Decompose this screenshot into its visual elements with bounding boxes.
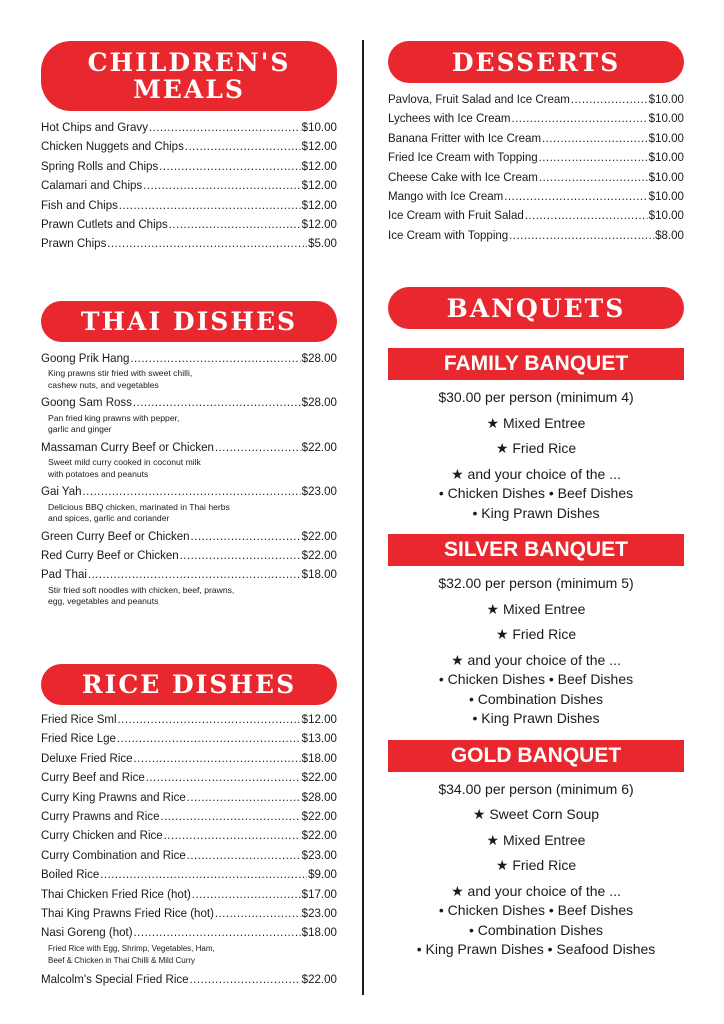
banquet-line: • King Prawn Dishes xyxy=(472,504,600,521)
column-divider xyxy=(362,40,364,995)
desserts-list xyxy=(388,90,684,245)
menu-item: Red Curry Beef or Chicken ..... $22.00 xyxy=(41,546,337,565)
desserts-section xyxy=(388,41,684,245)
menu-item: Curry Combination and Rice ..... $23.00 xyxy=(41,846,337,865)
menu-item: Goong Sam Ross ..... $28.00 xyxy=(41,393,337,412)
menu-item-description: Stir fried soft noodles with chicken, beef, prawns, egg, vegetables and peanuts xyxy=(48,584,235,607)
menu-item: Fish and Chips ..... $12.00 xyxy=(41,196,337,215)
menu-item: Curry Chicken and Rice ..... $22.00 xyxy=(41,826,337,845)
menu-item: Calamari and Chips ..... $12.00 xyxy=(41,176,337,195)
rice-dishes-title: RICE DISHES xyxy=(81,670,297,699)
menu-item: Banana Fritter with Ice Cream ..... $10.00 xyxy=(388,129,684,148)
banquet-line: ★ and your choice of the ... xyxy=(451,651,621,668)
menu-item: Curry King Prawns and Rice ..... $28.00 xyxy=(41,788,337,807)
banquet-line: ★ and your choice of the ... xyxy=(451,882,621,899)
menu-item-description: Fried Rice with Egg, Shrimp, Vegetables, Ham, Beef & Chicken in Thai Chilli & Mild Curry xyxy=(48,943,215,966)
menu-item: Green Curry Beef or Chicken ..... $22.00 xyxy=(41,527,337,546)
thai-dishes-title: THAI DISHES xyxy=(80,307,298,336)
childrens-meals-header xyxy=(41,41,337,111)
childrens-meals-title-line2: MEALS xyxy=(133,75,245,104)
menu-item: Malcolm's Special Fried Rice ..... $22.00 xyxy=(41,970,337,989)
menu-item: Fried Rice Lge ..... $13.00 xyxy=(41,729,337,748)
banquets-title: BANQUETS xyxy=(446,293,626,323)
banquet-line: ★ Sweet Corn Soup xyxy=(472,806,600,822)
banquets-header xyxy=(388,287,684,329)
banquet-line: ★ Fried Rice xyxy=(495,626,577,642)
banquet-line: ★ Mixed Entree xyxy=(486,600,586,617)
menu-item: Boiled Rice ..... $9.00 xyxy=(41,865,337,884)
banquet-line: ★ Fried Rice xyxy=(495,857,577,873)
rice-dishes-section xyxy=(41,664,337,989)
childrens-meals-list xyxy=(41,118,337,254)
menu-item-description: King prawns stir fried with sweet chilli, cashew nuts, and vegetables xyxy=(48,368,193,390)
silver-banquet-details xyxy=(388,574,684,729)
gold-banquet-details xyxy=(388,780,684,960)
menu-item: Chicken Nuggets and Chips ..... $12.00 xyxy=(41,137,337,156)
rice-dishes-header xyxy=(41,664,337,705)
thai-dishes-list xyxy=(41,349,337,608)
menu-item: Ice Cream with Fruit Salad ..... $10.00 xyxy=(388,206,684,225)
menu-item: Mango with Ice Cream ..... $10.00 xyxy=(388,187,684,206)
menu-item: Thai King Prawns Fried Rice (hot) ..... $23.00 xyxy=(41,904,337,923)
banquet-line: • King Prawn Dishes xyxy=(472,710,600,726)
menu-item-description: Delicious BBQ chicken, marinated in Thai herbs and spices, garlic and coriander xyxy=(48,501,230,524)
menu-item: Hot Chips and Gravy ..... $10.00 xyxy=(41,118,337,137)
desserts-header xyxy=(388,41,684,83)
family-banquet-header: FAMILY BANQUET xyxy=(388,348,684,380)
menu-item: Fried Rice Sml ..... $12.00 xyxy=(41,710,337,729)
banquet-line: • Chicken Dishes • Beef Dishes xyxy=(438,485,634,501)
banquet-line: ★ Fried Rice xyxy=(495,440,577,456)
menu-item: Curry Beef and Rice ..... $22.00 xyxy=(41,768,337,787)
menu-item: Cheese Cake with Ice Cream ..... $10.00 xyxy=(388,168,684,187)
menu-item: Pavlova, Fruit Salad and Ice Cream ..... $10.00 xyxy=(388,90,684,109)
menu-item: Nasi Goreng (hot) ..... $18.00 xyxy=(41,923,337,942)
banquet-line: • Chicken Dishes • Beef Dishes xyxy=(438,671,634,687)
childrens-meals-section xyxy=(41,41,337,254)
banquet-line: • Chicken Dishes • Beef Dishes xyxy=(438,902,634,918)
menu-item: Lychees with Ice Cream ..... $10.00 xyxy=(388,109,684,128)
desserts-title: DESSERTS xyxy=(451,47,621,77)
menu-item: Spring Rolls and Chips ..... $12.00 xyxy=(41,157,337,176)
banquet-line: • King Prawn Dishes • Seafood Dishes xyxy=(416,941,656,957)
banquet-price: $34.00 per person (minimum 6) xyxy=(438,780,634,797)
banquet-line: • Combination Dishes xyxy=(468,690,604,707)
menu-item: Massaman Curry Beef or Chicken ..... $22.00 xyxy=(41,438,337,457)
menu-item: Fried Ice Cream with Topping ..... $10.00 xyxy=(388,148,684,167)
banquet-line: ★ Mixed Entree xyxy=(486,414,586,431)
menu-item: Deluxe Fried Rice ..... $18.00 xyxy=(41,749,337,768)
banquets-section xyxy=(388,287,684,960)
menu-item: Prawn Cutlets and Chips ..... $12.00 xyxy=(41,215,337,234)
rice-dishes-list xyxy=(41,710,337,989)
menu-item: Thai Chicken Fried Rice (hot) ..... $17.00 xyxy=(41,885,337,904)
banquet-line: • Combination Dishes xyxy=(468,921,604,938)
thai-dishes-section xyxy=(41,301,337,610)
menu-item: Pad Thai ..... $18.00 xyxy=(41,565,337,584)
banquet-price: $32.00 per person (minimum 5) xyxy=(438,575,634,591)
family-banquet-details xyxy=(388,388,684,523)
gold-banquet-header: GOLD BANQUET xyxy=(388,740,684,772)
banquet-price: $30.00 per person (minimum 4) xyxy=(438,389,634,405)
menu-item: Goong Prik Hang ..... $28.00 xyxy=(41,349,337,368)
banquet-line: ★ and your choice of the ... xyxy=(451,465,621,482)
menu-item-description: Sweet mild curry cooked in coconut milk with potatoes and peanuts xyxy=(48,457,201,479)
menu-item: Ice Cream with Topping ..... $8.00 xyxy=(388,226,684,245)
menu-item: Prawn Chips ..... $5.00 xyxy=(41,234,337,253)
silver-banquet-header: SILVER BANQUET xyxy=(388,534,684,566)
banquet-line: ★ Mixed Entree xyxy=(486,831,586,848)
menu-item-description: Pan fried king prawns with pepper, garlic and ginger xyxy=(48,412,180,435)
thai-dishes-header xyxy=(41,301,337,342)
menu-item: Gai Yah ..... $23.00 xyxy=(41,482,337,501)
menu-item: Curry Prawns and Rice ..... $22.00 xyxy=(41,807,337,826)
childrens-meals-title-line1: CHILDREN'S xyxy=(87,48,291,77)
